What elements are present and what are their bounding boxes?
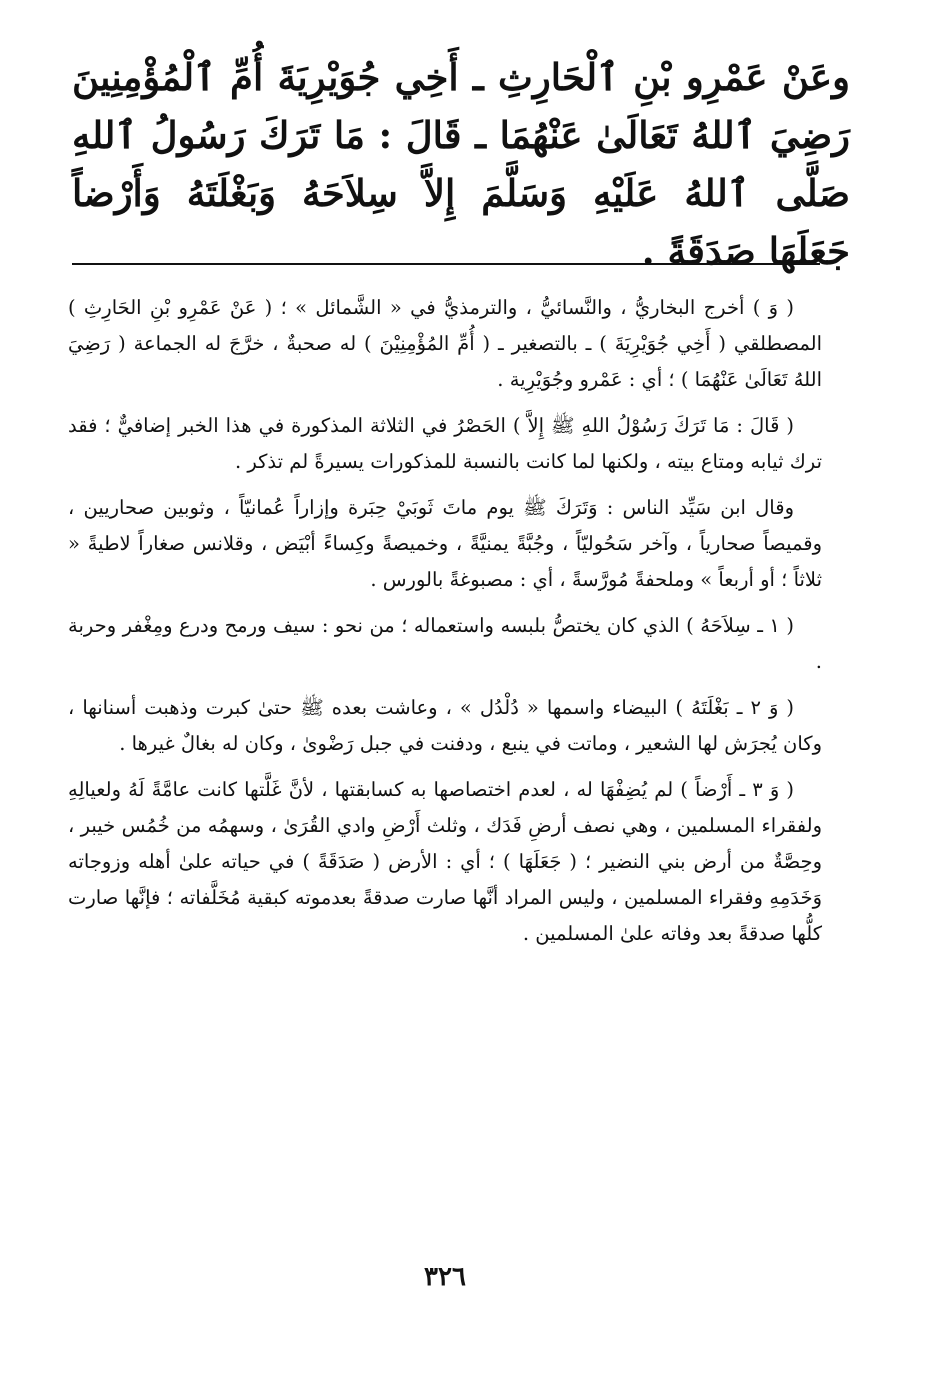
commentary-paragraph-weapons: ( ١ ـ سِلاَحَهُ ) الذي كان يختصُّ بلبسه واستعماله ؛ من نحو : سيف ورمح ودرع ومِغْفر وحربة . (68, 614, 822, 673)
page-number: ٣٢٦ (424, 1262, 466, 1292)
commentary-paragraph-land: ( وَ ٣ ـ أَرْضاً ) لم يُضِفْهَا له ، لعدم اختصاصها به كسابقتها ، لأنَّ غَلَّتها كانت عامَّةً لَهُ ولعيالِهِ ولفقراء المسلمين ، وهي نصف أرضِ فَدَك ، وثلث أَرْضِ وادي القُرَىٰ ، وسهمُه من خُمُس خيبر ، وحِصَّةٌ من أرض بني النضير ؛ ( جَعَلَهَا ) ؛ أي : الأرض ( صَدَقَةً ) في حياته علىٰ أهله وزوجاته وَخَدَمِهِ وفقراء المسلمين ، وليس المراد أنَّها صارت صدقةً بعدموته كبقية مُخَلَّفاته ؛ فإنَّها صارت كلُّها صدقةً بعد وفاته علىٰ المسلمين . (68, 778, 822, 945)
hadith-text: وعَنْ عَمْرِو بْنِ ٱلْحَارِثِ ـ أَخِي جُوَيْرِيَةَ أُمِّ ٱلْمُؤْمِنِينَ رَضِيَ ٱللهُ تَعَالَىٰ عَنْهُمَا ـ قَالَ : مَا تَرَكَ رَسُولُ ٱللهِ صَلَّى ٱللهُ عَلَيْهِ وَسَلَّمَ إِلاَّ سِلاَحَهُ وَبَغْلَتَهُ وَأَرْضاً جَعَلَهَا صَدَقَةً . (72, 55, 850, 273)
commentary-section (68, 290, 822, 962)
separator-rule (72, 263, 820, 265)
commentary-paragraph-ibn-sayyid-al-nas: وقال ابن سَيِّد الناس : وَتَرَكَ ﷺ يوم ماتَ ثَوبَيْ حِبَرة وإزاراً عُمانيّاً ، وثوبين صحاريين ، وقميصاً صحارياً ، وآخر سَحُوليّاً ، وجُبَّةً يمنيَّةً ، وخميصةً وكِساءً أبْيَض ، وقلانس صغاراً لاطيةً « ثلاثاً ؛ أو أربعاً » وملحفةً مُورَّسةً ، أي : مصبوغةً بالورس . (68, 496, 822, 591)
commentary-paragraph-mule: ( وَ ٢ ـ بَغْلَتَهُ ) البيضاء واسمها « دُلْدُل » ، وعاشت بعده ﷺ حتىٰ كبرت وذهبت أسنانها ، وكان يُجرَش لها الشعير ، وماتت في ينبع ، ودفنت في جبل رَضْوىٰ ، وكان له بغالٌ غيرها . (68, 696, 822, 755)
commentary-paragraph-narration: ( وَ ) أخرج البخاريُّ ، والنَّسائيُّ ، والترمذيُّ في « الشَّمائل » ؛ ( عَنْ عَمْرِو بْنِ الحَارِثِ ) المصطلقي ( أَخِي جُوَيْرِيَةَ ) ـ بالتصغير ـ ( أُمِّ المُؤْمِنِيْنَ ) له صحبةٌ ، خرَّجَ له الجماعة ( رَضِيَ اللهُ تَعَالَىٰ عَنْهُمَا ) ؛ أي : عَمْرو وجُوَيْرِية . (68, 296, 822, 391)
commentary-paragraph-restriction: ( قَالَ : مَا تَرَكَ رَسُوْلُ اللهِ ﷺ إِلاَّ ) الحَصْرُ في الثلاثة المذكورة في هذا الخبر إضافيٌّ ؛ فقد ترك ثيابه ومتاع بيته ، ولكنها لما كانت بالنسبة للمذكورات يسيرةً لم تذكر . (68, 414, 822, 473)
